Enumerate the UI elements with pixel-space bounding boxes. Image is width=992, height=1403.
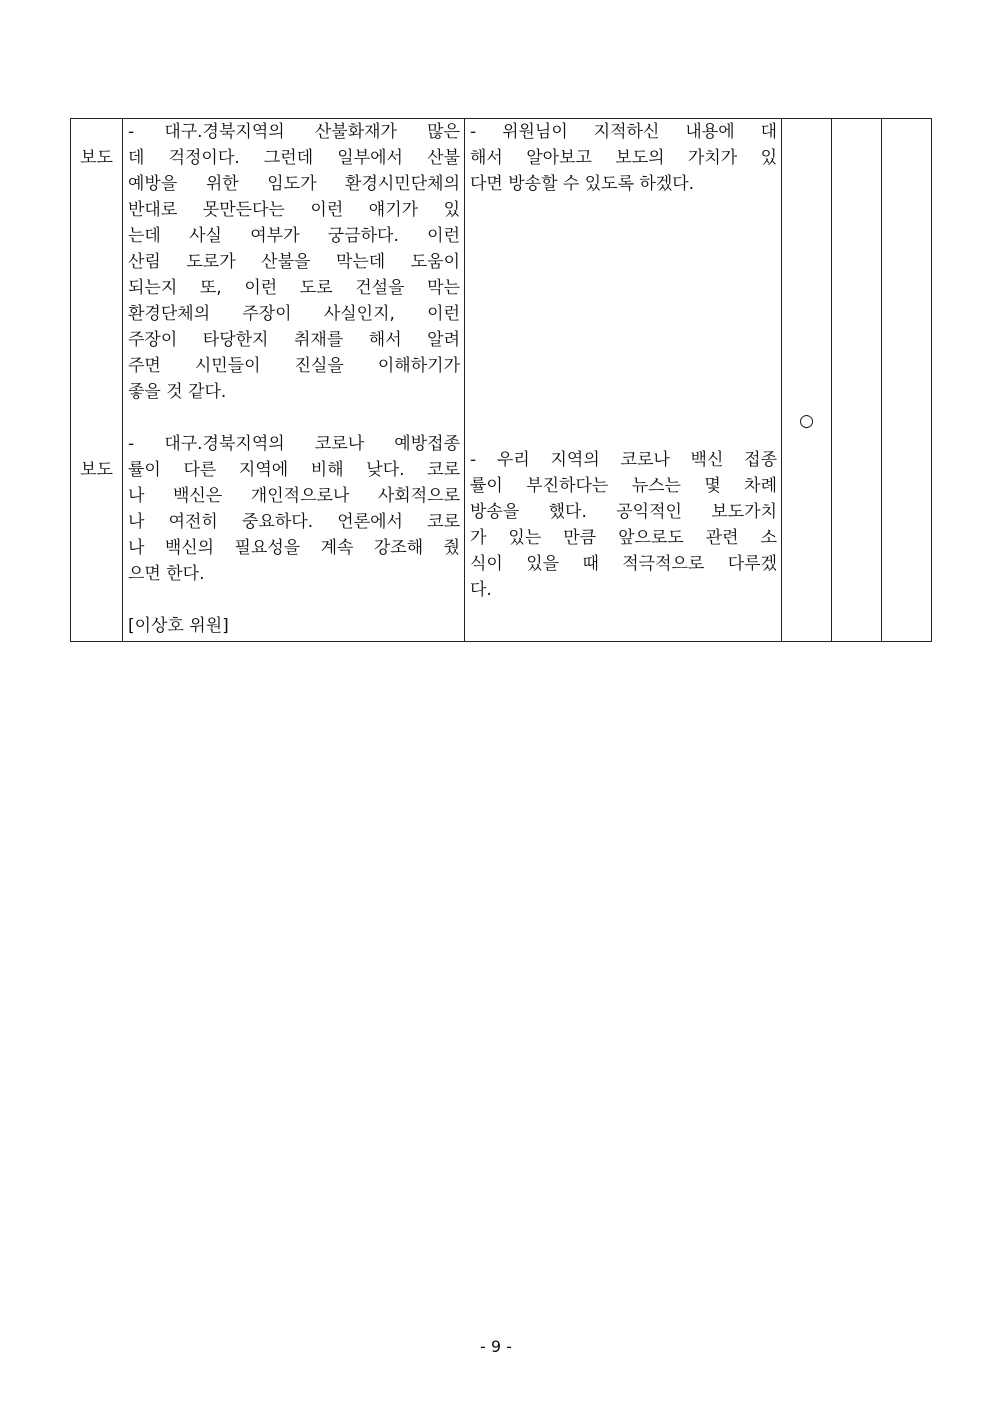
opinion-line: 되는지 또, 이런 도로 건설을 막는 — [128, 278, 460, 298]
opinion-line: 환경단체의 주장이 사실인지, 이런 — [128, 304, 460, 324]
response-line: 해서 알아보고 보도의 가치가 있 — [470, 148, 777, 168]
response-line: - 위원님이 지적하신 내용에 대 — [470, 122, 777, 142]
opinion-line: 으면 한다. — [128, 564, 205, 584]
opinion-cell — [123, 119, 465, 642]
category-label: 보도 — [80, 148, 113, 168]
minutes-table — [70, 118, 932, 642]
opinion-line: 좋을 것 같다. — [128, 382, 227, 402]
response-line: 가 있는 만큼 앞으로도 관련 소 — [470, 528, 777, 548]
opinion-line: 률이 다른 지역에 비해 낮다. 코로 — [128, 460, 460, 480]
category-label: 보도 — [80, 460, 113, 480]
response-line: 식이 있을 때 적극적으로 다루겠 — [470, 554, 777, 574]
opinion-line: 반대로 못만든다는 이런 얘기가 있 — [128, 200, 460, 220]
opinion-line: 는데 사실 여부가 궁금하다. 이런 — [128, 226, 460, 246]
check-cell — [832, 119, 882, 642]
table-row — [71, 119, 932, 642]
response-line: 다. — [470, 580, 492, 600]
opinion-line: 주면 시민들이 진실을 이해하기가 — [128, 356, 460, 376]
opinion-line: - 대구.경북지역의 산불화재가 많은 — [128, 122, 460, 142]
opinion-line: 산림 도로가 산불을 막는데 도움이 — [128, 252, 460, 272]
category-cell — [71, 119, 123, 642]
opinion-line: 나 백신은 개인적으로나 사회적으로 — [128, 486, 460, 506]
response-line: 률이 부진하다는 뉴스는 몇 차례 — [470, 476, 777, 496]
opinion-line: 예방을 위한 임도가 환경시민단체의 — [128, 174, 460, 194]
response-line: - 우리 지역의 코로나 백신 접종 — [470, 450, 777, 470]
signature: [이상호 위원] — [128, 616, 229, 636]
opinion-line: 데 걱정이다. 그런데 일부에서 산불 — [128, 148, 460, 168]
check-mark: ○ — [799, 411, 814, 431]
opinion-line: 나 백신의 필요성을 계속 강조해 줬 — [128, 538, 460, 558]
check-cell — [782, 119, 832, 642]
response-cell — [465, 119, 782, 642]
response-line: 방송을 했다. 공익적인 보도가치 — [470, 502, 777, 522]
opinion-line: - 대구.경북지역의 코로나 예방접종 — [128, 434, 460, 454]
page-number: - 9 - — [480, 1337, 512, 1356]
check-cell — [882, 119, 932, 642]
opinion-line: 나 여전히 중요하다. 언론에서 코로 — [128, 512, 460, 532]
opinion-line: 주장이 타당한지 취재를 해서 알려 — [128, 330, 460, 350]
response-line: 다면 방송할 수 있도록 하겠다. — [470, 174, 695, 194]
